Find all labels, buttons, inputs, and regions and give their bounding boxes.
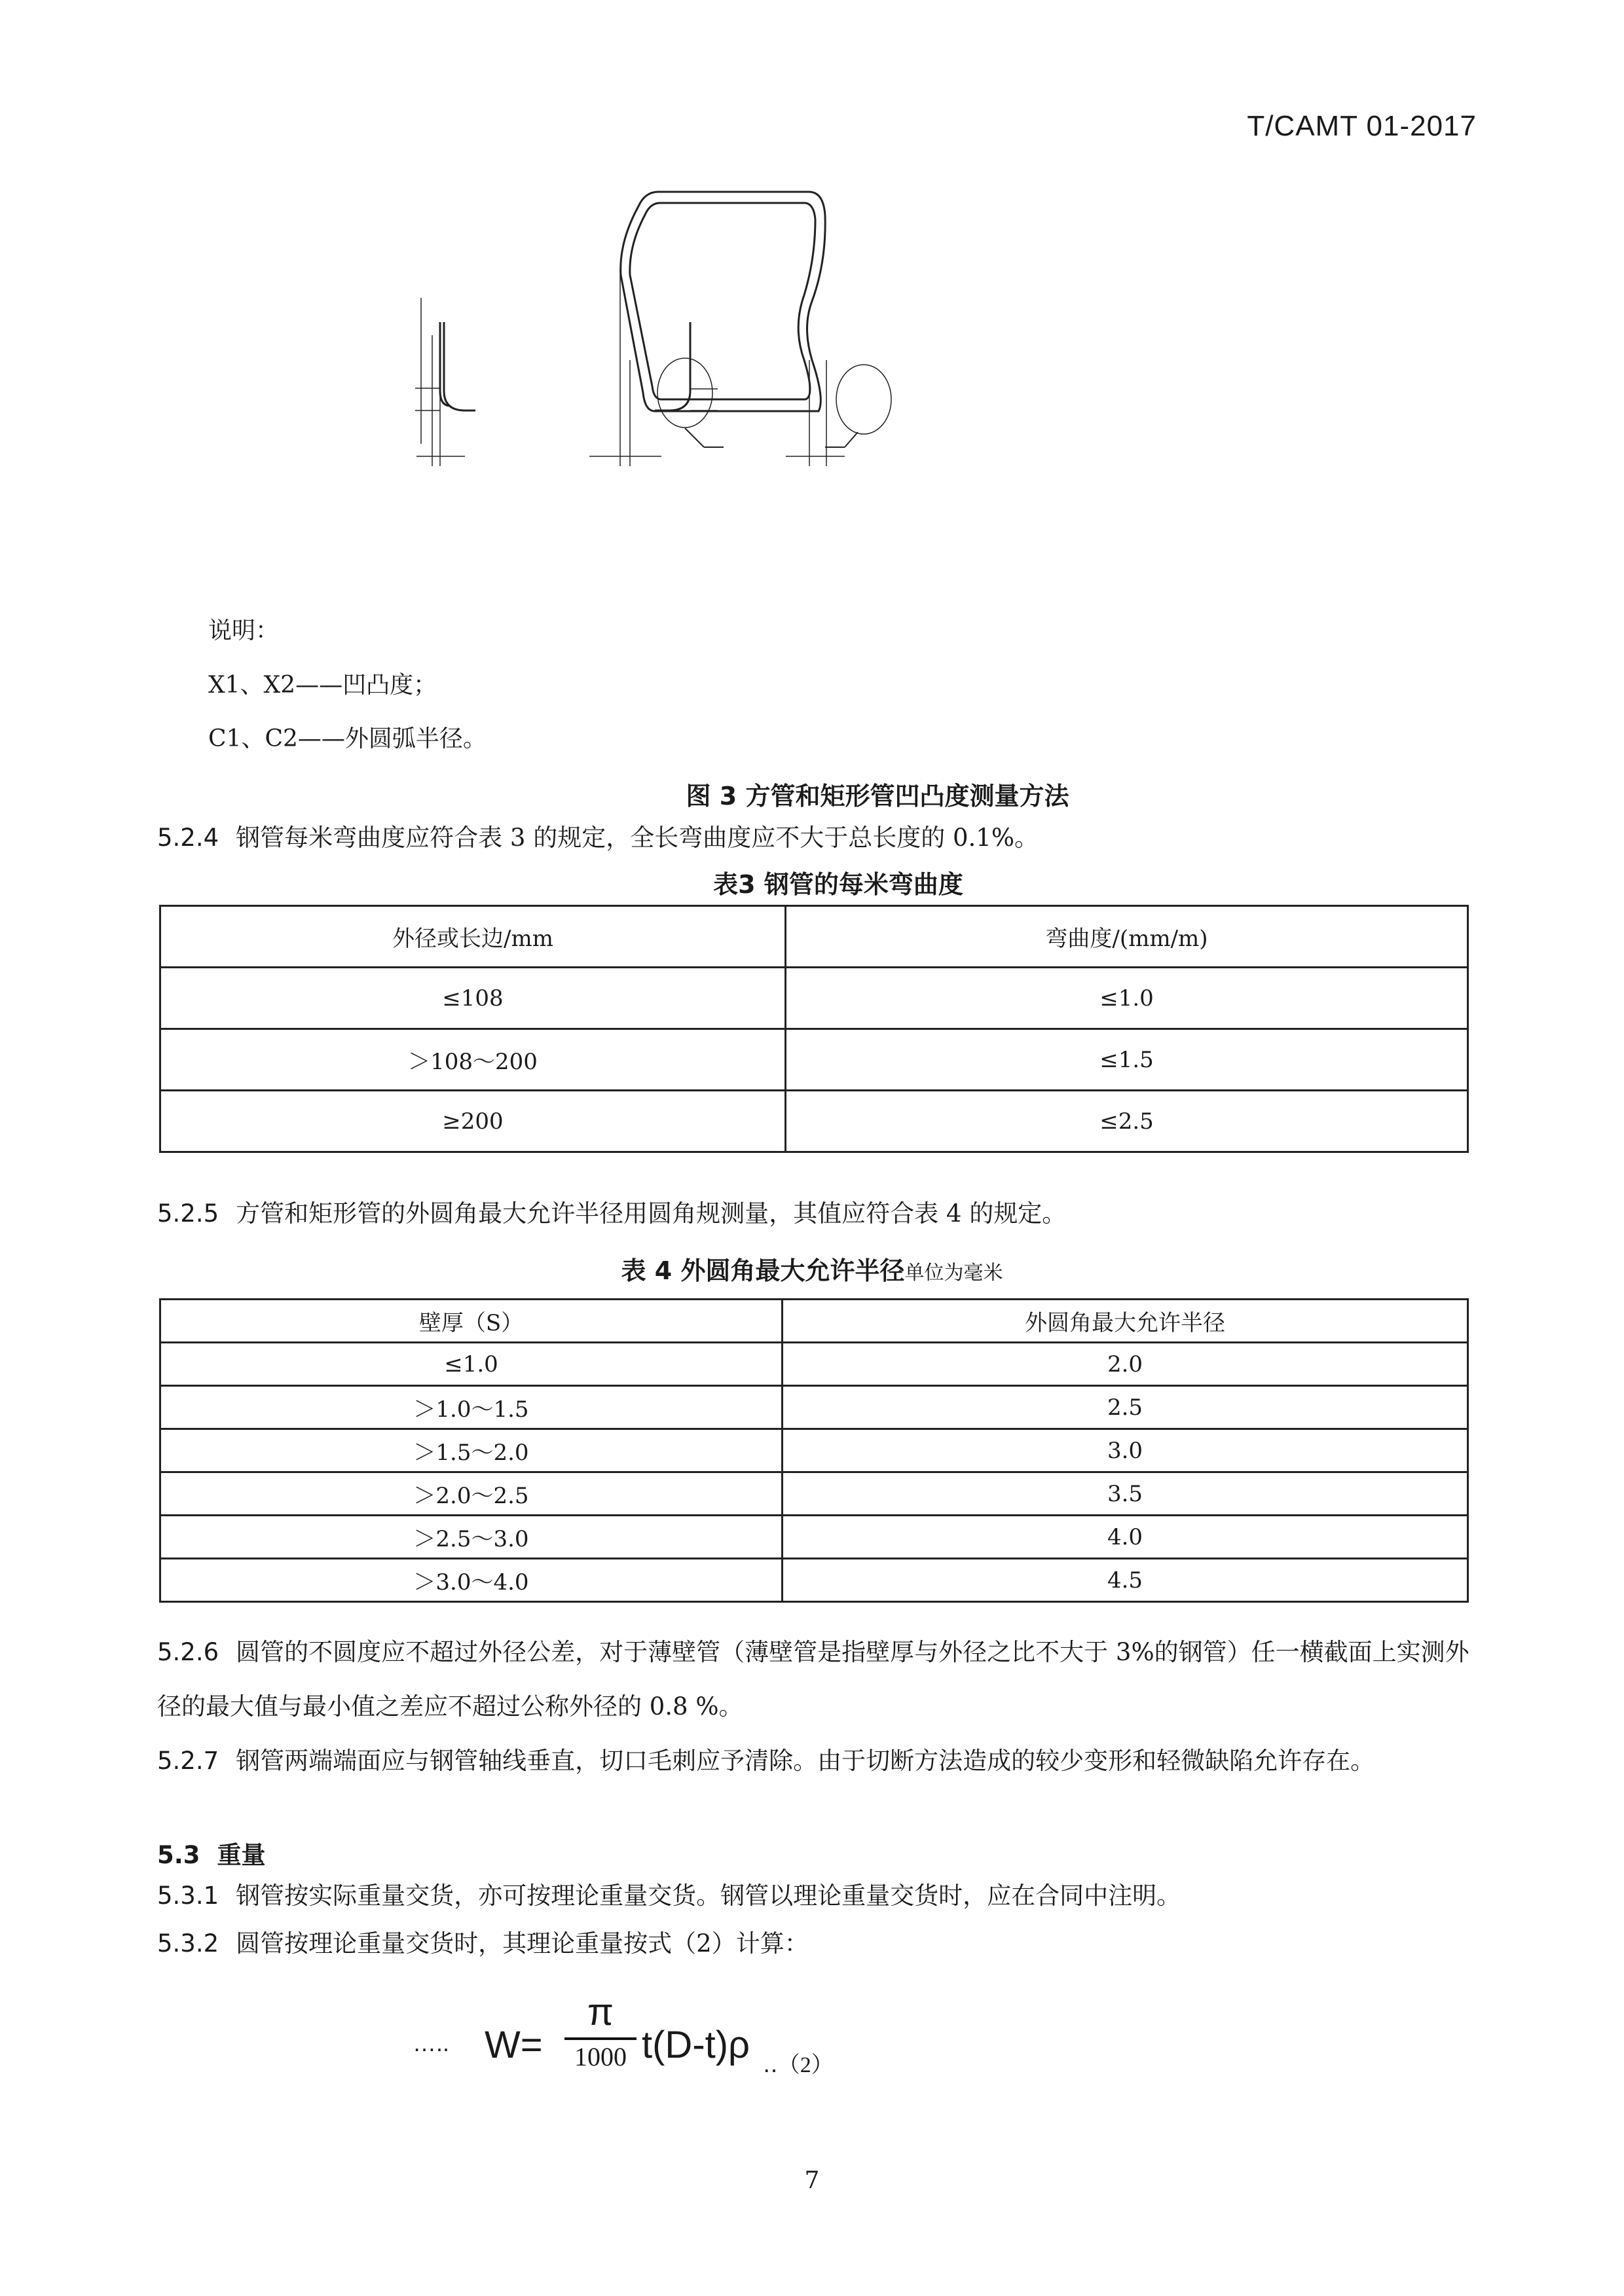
section-5-2-5 (157, 1199, 1477, 1228)
table-4-corner-radius (159, 1298, 1469, 1603)
header-cell: 外圆角最大允许半径 (783, 1300, 1468, 1343)
table-row (160, 1429, 1468, 1472)
section-5-3-1 (157, 1882, 1477, 1910)
table-cell: 4.0 (783, 1516, 1468, 1559)
table-cell: 2.5 (783, 1386, 1468, 1429)
table-cell: ＞3.0～4.0 (160, 1559, 783, 1602)
table-cell: 2.0 (783, 1343, 1468, 1386)
formula-numerator: π (587, 1991, 614, 2033)
section-text: 圆管按理论重量交货时，其理论重量按式（2）计算： (236, 1929, 809, 1958)
section-number: 5.2.5 (157, 1199, 219, 1228)
table-cell: ≤1.5 (786, 1029, 1468, 1091)
legend-item-c: C1、C2——外圆弧半径。 (208, 725, 487, 752)
table-cell: ≤1.0 (160, 1343, 783, 1386)
section-5-3-2 (157, 1929, 1477, 1958)
section-number: 5.3.1 (157, 1882, 219, 1910)
section-number: 5.2.4 (157, 824, 219, 852)
table-cell: 3.0 (783, 1429, 1468, 1472)
table-cell: ＞108～200 (160, 1029, 786, 1091)
table-cell: 4.5 (783, 1559, 1468, 1602)
header-cell: 弯曲度/(mm/m) (786, 906, 1468, 968)
section-text: 方管和矩形管的外圆角最大允许半径用圆角规测量，其值应符合表 4 的规定。 (236, 1199, 1067, 1228)
standard-code-header: T/CAMT 01-2017 (1247, 110, 1477, 142)
table-row (160, 1472, 1468, 1516)
table-row (160, 1559, 1468, 1602)
table-cell: ＞2.0～2.5 (160, 1472, 783, 1516)
section-number: 5.3.2 (157, 1929, 219, 1958)
table-row (160, 968, 1468, 1029)
table-4-title: 表 4 外圆角最大允许半径 (621, 1256, 905, 1285)
section-5-2-6 (157, 1625, 1477, 1734)
figure-3-diagram (393, 164, 1244, 589)
header-cell: 外径或长边/mm (160, 906, 786, 968)
page-number: 7 (804, 2167, 820, 2194)
table-cell: ＞2.5～3.0 (160, 1516, 783, 1559)
section-text: 钢管每米弯曲度应符合表 3 的规定，全长弯曲度应不大于总长度的 0.1%。 (236, 824, 1039, 852)
section-heading: 重量 (217, 1841, 266, 1869)
section-number: 5.3 (157, 1841, 200, 1869)
figure-3-caption: 图 3 方管和矩形管凹凸度测量方法 (686, 782, 1069, 811)
table-cell: ＞1.5～2.0 (160, 1429, 783, 1472)
table-row (160, 1386, 1468, 1429)
table-3-caption: 表3 钢管的每米弯曲度 (713, 870, 963, 899)
section-5-2-7 (157, 1734, 1477, 1788)
section-number: 5.2.7 (157, 1747, 219, 1775)
table-header-row (160, 906, 1468, 968)
tube-measurement-drawing (393, 164, 1244, 589)
formula-lhs: W= (485, 2024, 543, 2066)
formula-fraction (564, 1990, 637, 2072)
table-cell: ＞1.0～1.5 (160, 1386, 783, 1429)
formula-denominator: 1000 (574, 2042, 627, 2071)
table-cell: 3.5 (783, 1472, 1468, 1516)
table-cell: ≤1.0 (786, 968, 1468, 1029)
table-row (160, 1029, 1468, 1091)
table-row (160, 1343, 1468, 1386)
legend-title: 说明： (208, 617, 280, 644)
section-text: 钢管按实际重量交货，亦可按理论重量交货。钢管以理论重量交货时，应在合同中注明。 (236, 1882, 1181, 1910)
header-cell: 壁厚（S） (160, 1300, 783, 1343)
equation-number: ‥（2） (763, 2053, 834, 2077)
formula-leader: ….. (413, 2030, 450, 2056)
section-text: 钢管两端端面应与钢管轴线垂直，切口毛刺应予清除。由于切断方法造成的较少变形和轻微缺陷允许存在。 (236, 1747, 1375, 1775)
section-5-2-4 (157, 824, 1477, 852)
section-number: 5.2.6 (157, 1638, 219, 1666)
table-cell: ≥200 (160, 1091, 786, 1152)
table-row (160, 1091, 1468, 1152)
formula-rhs: t(D-t)ρ (642, 2024, 750, 2066)
table-row (160, 1516, 1468, 1559)
table-4-caption (0, 1250, 1624, 1286)
legend-item-x: X1、X2——凹凸度； (208, 672, 437, 699)
table-cell: ≤2.5 (786, 1091, 1468, 1152)
table-4-unit: 单位为毫米 (904, 1262, 1003, 1285)
section-text: 圆管的不圆度应不超过外径公差，对于薄壁管（薄壁管是指壁厚与外径之比不大于 3%的钢管）任一横截面上实测外径的最大值与最小值之差应不超过公称外径的 0.8 %。 (157, 1638, 1469, 1721)
table-cell: ≤108 (160, 968, 786, 1029)
fraction-bar (564, 2037, 637, 2040)
table-3-bending (159, 905, 1469, 1153)
table-header-row (160, 1300, 1468, 1343)
section-5-3-heading (157, 1841, 1477, 1870)
